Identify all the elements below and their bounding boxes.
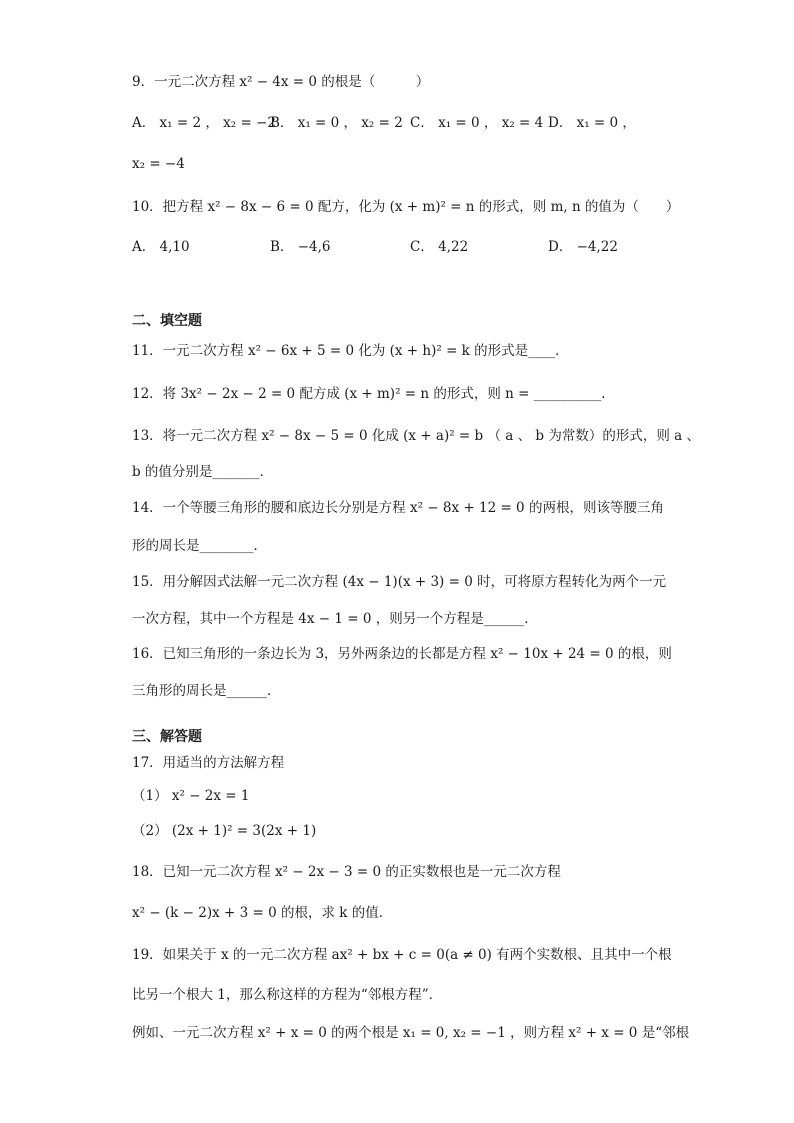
question-13-line-2: b 的值分别是_______．: [132, 464, 274, 480]
question-16-line-2: 三角形的周长是______．: [132, 683, 281, 699]
question-19-line-2: 比另一个根大 1，那么称这样的方程为“邻根方程”．: [132, 987, 443, 1003]
question-9-option-c[interactable]: C． x₁ = 0 ， x₂ = 4: [410, 115, 544, 131]
question-18-line-1: 18．已知一元二次方程 x² − 2x − 3 = 0 的正实数根也是一元二次方程: [132, 864, 561, 880]
section-solve-heading: 三、解答题: [132, 729, 202, 745]
question-15-line-2: 一次方程，其中一个方程是 4x − 1 = 0 ，则另一个方程是______．: [132, 611, 538, 627]
question-14-line-2: 形的周长是________．: [132, 538, 267, 554]
question-9-option-d-continued: x₂ = −4: [132, 156, 185, 172]
question-10-option-a[interactable]: A． 4,10: [132, 239, 190, 255]
question-9-option-a[interactable]: A． x₁ = 2 ， x₂ = −2: [132, 115, 276, 131]
question-10-options: [132, 238, 672, 256]
question-10-option-b[interactable]: B． −4,6: [270, 239, 331, 255]
question-10-option-c[interactable]: C． 4,22: [410, 239, 469, 255]
question-9-stem: 9．一元二次方程 x² − 4x = 0 的根是（ ）: [132, 74, 430, 90]
question-14-line-1: 14．一个等腰三角形的腰和底边长分别是方程 x² − 8x + 12 = 0 的两根，则该等腰三角: [132, 500, 664, 516]
question-17-part-1: （1） x² − 2x = 1: [132, 788, 250, 804]
question-19-line-3: 例如、一元二次方程 x² + x = 0 的两个根是 x₁ = 0, x₂ = −1 ，则方程 x² + x = 0 是“邻根: [132, 1025, 690, 1041]
question-11: 11．一元二次方程 x² − 6x + 5 = 0 化为 (x + h)² = k 的形式是____．: [132, 343, 569, 359]
question-9-option-b[interactable]: B． x₁ = 0 ， x₂ = 2: [270, 115, 403, 131]
question-10-stem: 10．把方程 x² − 8x − 6 = 0 配方，化为 (x + m)² = n 的形式，则 m, n 的值为（ ）: [132, 199, 680, 215]
question-18-line-2: x² − (k − 2)x + 3 = 0 的根，求 k 的值．: [132, 905, 393, 921]
question-17: 17．用适当的方法解方程: [132, 755, 285, 771]
section-fill-in-heading: 二、填空题: [132, 313, 202, 329]
question-10-option-d[interactable]: D． −4,22: [548, 239, 618, 255]
question-16-line-1: 16．已知三角形的一条边长为 3，另外两条边的长都是方程 x² − 10x + 24 = 0 的根，则: [132, 646, 672, 662]
question-12: 12．将 3x² − 2x − 2 = 0 配方成 (x + m)² = n 的形式，则 n = __________．: [132, 386, 615, 402]
question-15-line-1: 15．用分解因式法解一元二次方程 (4x − 1)(x + 3) = 0 时，可将原方程转化为两个一元: [132, 574, 667, 590]
question-13-line-1: 13．将一元二次方程 x² − 8x − 5 = 0 化成 (x + a)² = b （ a 、 b 为常数）的形式，则 a 、: [132, 428, 700, 444]
question-17-part-2: （2） (2x + 1)² = 3(2x + 1): [132, 823, 317, 839]
question-19-line-1: 19．如果关于 x 的一元二次方程 ax² + bx + c = 0(a ≠ 0) 有两个实数根、且其中一个根: [132, 947, 672, 963]
question-9-option-d[interactable]: D． x₁ = 0 ，: [548, 115, 636, 131]
question-9-options: [132, 114, 672, 132]
